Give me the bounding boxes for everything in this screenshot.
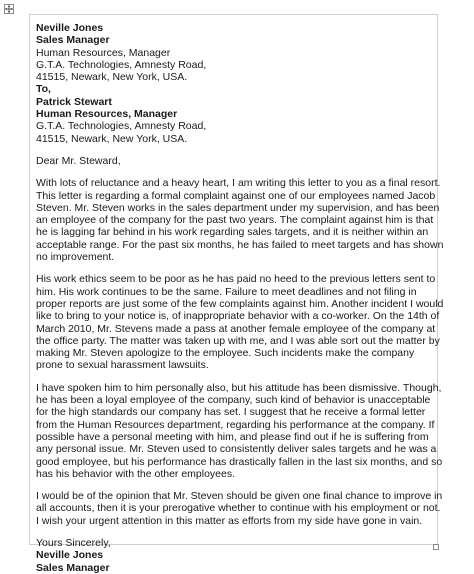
paragraph-line: I wish your urgent attention in this matter as efforts from my side have gone in vain.: [36, 514, 423, 527]
signature-title: Sales Manager: [36, 561, 110, 574]
salutation: Dear Mr. Steward,: [36, 154, 121, 167]
paragraph-line: March 2010, Mr. Stevens made a pass at another female employee of the company at: [36, 322, 436, 335]
paragraph-line: This letter is regarding a formal complaint against one of our employees named Jacob: [36, 189, 436, 202]
paragraph-line: from the Human Resources department, regarding his performance at the company. If: [36, 418, 435, 431]
paragraph-line: possible have a personal meeting with him, and please find out if he is suffering from: [36, 430, 429, 443]
body-paragraph-1: [36, 177, 444, 264]
sender-title: Sales Manager: [36, 34, 110, 47]
table-move-handle-icon[interactable]: [4, 4, 14, 14]
paragraph-line: His work ethics seem to be poor as he has paid no heed to the previous letters sent to: [36, 273, 436, 286]
paragraph-line: Steven. Mr. Steven works in the sales department under my supervision, and has been: [36, 201, 440, 214]
sender-address-line: Human Resources, Manager: [36, 46, 171, 59]
body-paragraph-2: [36, 273, 444, 372]
sender-address-line: 41515, Newark, New York, USA.: [36, 71, 188, 84]
paragraph-line: him. His work continues to be the same. Failure to meet deadlines and not filing in: [36, 285, 417, 298]
paragraph-line: all accounts, then it is your prerogative whether to continue with his employment or not.: [36, 502, 441, 515]
paragraph-line: an employee of the company for the past two years. The complaint against him is that: [36, 214, 434, 227]
paragraph-line: acceptable range. For the past six months, he has failed to meet targets and has shown: [36, 238, 444, 251]
paragraph-line: prone to sexual harassment lawsuits.: [36, 359, 209, 372]
paragraph-line: making Mr. Steven apologize to the employee. Such incidents make the company: [36, 347, 415, 360]
paragraph-line: no improvement.: [36, 251, 115, 264]
paragraph-line: like to bring to your notice is, of inappropriate behavior with a co-worker. On the 14th of: [36, 310, 440, 323]
paragraph-line: I have spoken him to him personally also, but his attitude has been dismissive. Though,: [36, 381, 442, 394]
paragraph-line: good employee, but his performance has drastically fallen in the last six months, and so: [36, 455, 443, 468]
paragraph-line: the office party. The matter was taken up with me, and I was able sort out the matter by: [36, 334, 440, 347]
sender-address-line: G.T.A. Technologies, Amnesty Road,: [36, 58, 207, 71]
recipient-block: [36, 83, 434, 144]
recipient-name: Patrick Stewart: [36, 95, 112, 108]
sender-block: [36, 22, 434, 83]
recipient-address-line: G.T.A. Technologies, Amnesty Road,: [36, 120, 207, 133]
recipient-address-line: 41515, Newark, New York, USA.: [36, 132, 188, 145]
paragraph-line: any personal issue. Mr. Steven used to consistently deliver sales targets and he was a: [36, 443, 437, 456]
closing-block: [36, 537, 434, 574]
paragraph-line: proper reports are just some of the few complaints against him. Another incident I would: [36, 297, 444, 310]
closing: Yours Sincerely,: [36, 536, 111, 549]
recipient-title: Human Resources, Manager: [36, 108, 178, 121]
paragraph-line: he is lagging far behind in his work regarding sales targets, and it is neither within an: [36, 226, 429, 239]
paragraph-line: he has been a loyal employee of the company, such kind of behavior is unacceptable: [36, 394, 431, 407]
body-paragraph-4: [36, 490, 443, 527]
paragraph-line: for the high standards our company has set. I suggest that he receive a formal letter: [36, 406, 426, 419]
to-label: To,: [36, 83, 51, 96]
paragraph-line: has his behavior with the other employees.: [36, 467, 236, 480]
signature-name: Neville Jones: [36, 549, 104, 562]
body-paragraph-3: [36, 381, 443, 480]
paragraph-line: I would be of the opinion that Mr. Steven should be given one final chance to improve in: [36, 490, 443, 503]
letter-body: [36, 22, 444, 574]
sender-name: Neville Jones: [36, 22, 104, 34]
move-arrows-icon: [5, 5, 13, 13]
paragraph-line: With lots of reluctance and a heavy heart, I am writing this letter to you as a final resort.: [36, 177, 441, 190]
